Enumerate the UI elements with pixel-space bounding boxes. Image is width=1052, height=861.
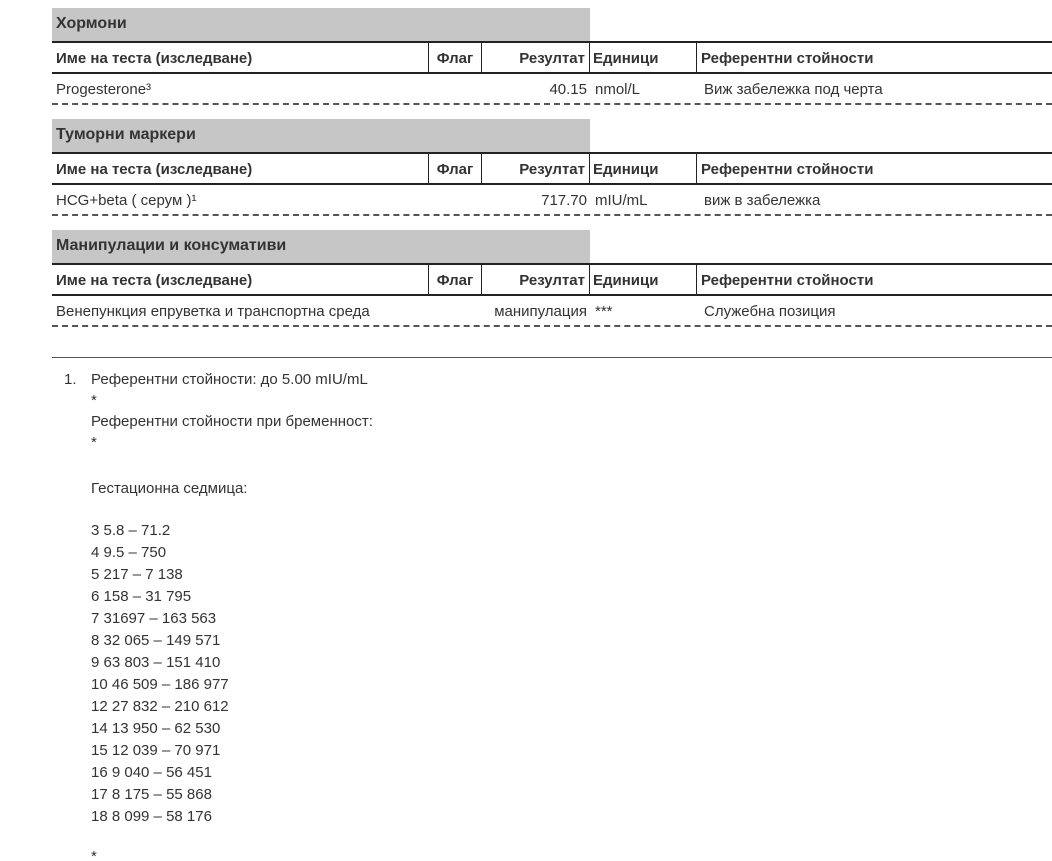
test-units: nmol/L (595, 81, 641, 98)
footnote-pregnancy-line: Референтни стойности при бременност: (91, 413, 373, 430)
test-flag (429, 296, 482, 325)
section-manipulations (52, 230, 1052, 327)
section-title: Хормони (52, 8, 590, 41)
test-result: 717.70 (541, 192, 587, 209)
col-header-result: Резултат (481, 265, 589, 294)
col-header-result: Резултат (481, 43, 589, 72)
col-header-flag: Флаг (428, 265, 481, 294)
footnote-star: * (91, 434, 97, 451)
gestation-week-item: 16 9 040 – 56 451 (91, 764, 212, 781)
footnote-number: 1. (64, 371, 77, 388)
gestation-week-item: 18 8 099 – 58 176 (91, 808, 212, 825)
spacer (91, 500, 491, 520)
gestation-week-item: 10 46 509 – 186 977 (91, 676, 229, 693)
test-flag (429, 74, 482, 103)
col-header-units: Единици (589, 43, 696, 72)
spacer (91, 828, 491, 846)
gestation-week-item: 8 32 065 – 149 571 (91, 632, 221, 649)
section-title: Манипулации и консумативи (52, 230, 590, 263)
test-result: 40.15 (549, 81, 587, 98)
col-header-reference: Референтни стойности (696, 154, 1052, 183)
test-units: mIU/mL (595, 192, 648, 209)
footnote-gestation-line: Гестационна седмица: (91, 480, 248, 497)
col-header-name: Име на теста (изследване) (56, 50, 253, 67)
col-header-result: Резултат (481, 154, 589, 183)
table-row (52, 296, 1052, 327)
test-name: Progesterone³ (56, 81, 152, 98)
table-header (52, 152, 1052, 185)
section-tumor-markers (52, 119, 1052, 216)
section-title: Туморни маркери (52, 119, 590, 152)
gestation-week-item: 5 217 – 7 138 (91, 566, 183, 583)
gestation-week-list (91, 520, 491, 828)
spacer (91, 456, 491, 478)
test-reference: виж в забележка (704, 192, 821, 209)
gestation-week-item: 14 13 950 – 62 530 (91, 720, 221, 737)
col-header-flag: Флаг (428, 43, 481, 72)
footnote-star: * (91, 848, 97, 861)
table-row (52, 74, 1052, 105)
col-header-reference: Референтни стойности (696, 265, 1052, 294)
test-units: *** (595, 303, 613, 320)
test-result: манипулация (494, 303, 587, 320)
test-name: HCG+beta ( серум )¹ (56, 192, 197, 209)
footnote-body (91, 369, 491, 861)
test-flag (429, 185, 482, 214)
gestation-week-item: 6 158 – 31 795 (91, 588, 192, 605)
footnote-star: * (91, 392, 97, 409)
footnote-reference-line: Референтни стойности: до 5.00 mIU/mL (91, 371, 368, 388)
test-reference: Виж забележка под черта (704, 81, 883, 98)
test-reference: Служебна позиция (704, 303, 836, 320)
col-header-units: Единици (589, 265, 696, 294)
table-header (52, 41, 1052, 74)
gestation-week-item: 7 31697 – 163 563 (91, 610, 217, 627)
gestation-week-item: 3 5.8 – 71.2 (91, 522, 171, 539)
col-header-reference: Референтни стойности (696, 43, 1052, 72)
col-header-name: Име на теста (изследване) (56, 161, 253, 178)
col-header-name: Име на теста (изследване) (56, 272, 253, 289)
table-row (52, 185, 1052, 216)
gestation-week-item: 15 12 039 – 70 971 (91, 742, 221, 759)
col-header-units: Единици (589, 154, 696, 183)
gestation-week-item: 9 63 803 – 151 410 (91, 654, 221, 671)
table-header (52, 263, 1052, 296)
gestation-week-item: 4 9.5 – 750 (91, 544, 167, 561)
test-name: Венепункция епруветка и транспортна среда (56, 303, 370, 320)
col-header-flag: Флаг (428, 154, 481, 183)
footnote-divider (52, 357, 1052, 358)
section-hormones (52, 8, 1052, 105)
gestation-week-item: 12 27 832 – 210 612 (91, 698, 229, 715)
gestation-week-item: 17 8 175 – 55 868 (91, 786, 212, 803)
